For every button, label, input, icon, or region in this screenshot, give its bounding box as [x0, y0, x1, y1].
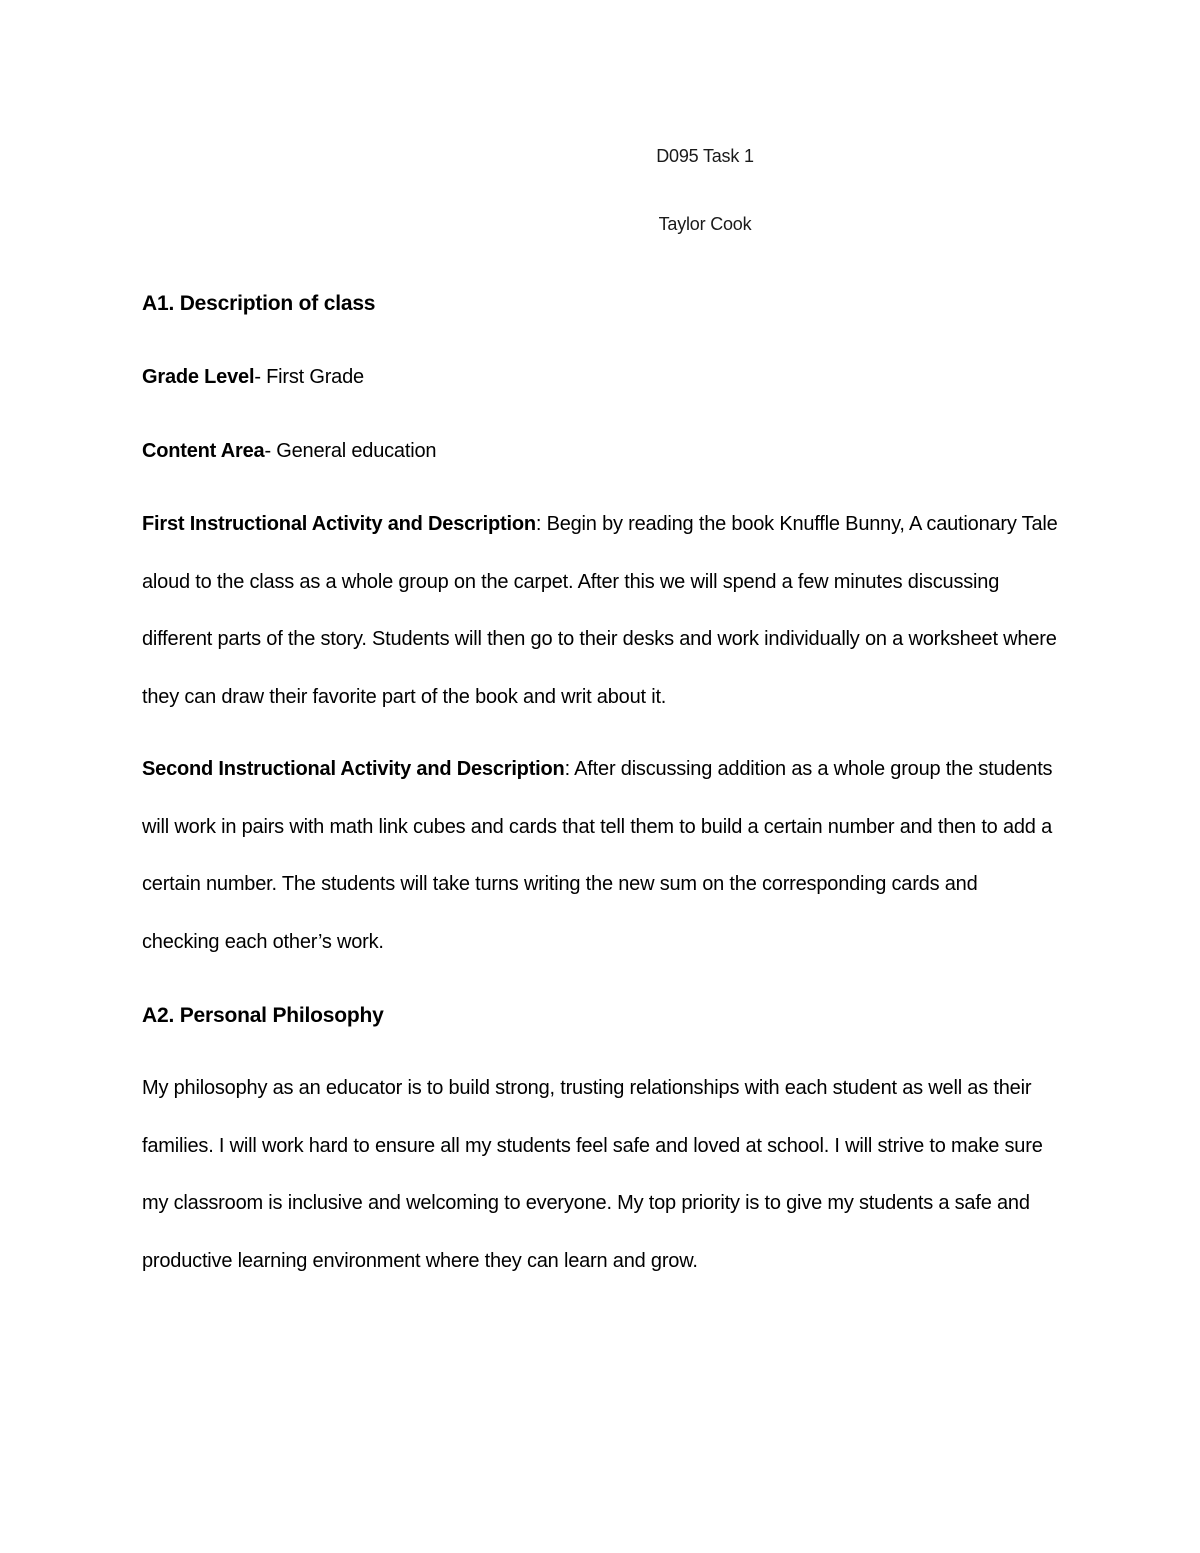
course-task-title: D095 Task 1	[656, 146, 754, 166]
first-activity-paragraph	[142, 496, 1058, 726]
grade-level-label: Grade Level	[142, 366, 255, 388]
grade-level-value: - First Grade	[254, 366, 364, 388]
grade-level-line	[142, 348, 1058, 407]
second-activity-label: Second Instructional Activity and Description	[142, 758, 565, 780]
author-name: Taylor Cook	[658, 214, 752, 234]
content-area-value: - General education	[264, 440, 437, 462]
first-activity-text: : Begin by reading the book Knuffle Bunny, A cautionary Tale aloud to the class as a whole group on the carpet. After this we will spend a few minutes discussing different parts of the story. Students will then go to their desks and work individually on a worksheet where they can draw their favorite part of the book and writ about it.	[142, 513, 1058, 708]
content-area-line	[142, 422, 1058, 481]
content-area-label: Content Area	[142, 440, 265, 462]
first-activity-label: First Instructional Activity and Description	[142, 513, 536, 535]
second-activity-paragraph	[142, 741, 1058, 971]
document-body	[142, 138, 1058, 1305]
philosophy-paragraph: My philosophy as an educator is to build strong, trusting relationships with each student as well as their families. I will work hard to ensure all my students feel safe and loved at school. I will strive to make sure my classroom is inclusive and welcoming to everyone. My top priority is to give my students a safe and productive learning environment where they can learn and grow.	[142, 1077, 1043, 1272]
second-activity-text: : After discussing addition as a whole group the students will work in pairs with math link cubes and cards that tell them to build a certain number and then to add a certain number. The students will take turns writing the new sum on the corresponding cards and checking each other’s work.	[142, 758, 1053, 953]
section-a1-heading: A1. Description of class	[142, 292, 376, 315]
section-a2-heading: A2. Personal Philosophy	[142, 1004, 384, 1027]
